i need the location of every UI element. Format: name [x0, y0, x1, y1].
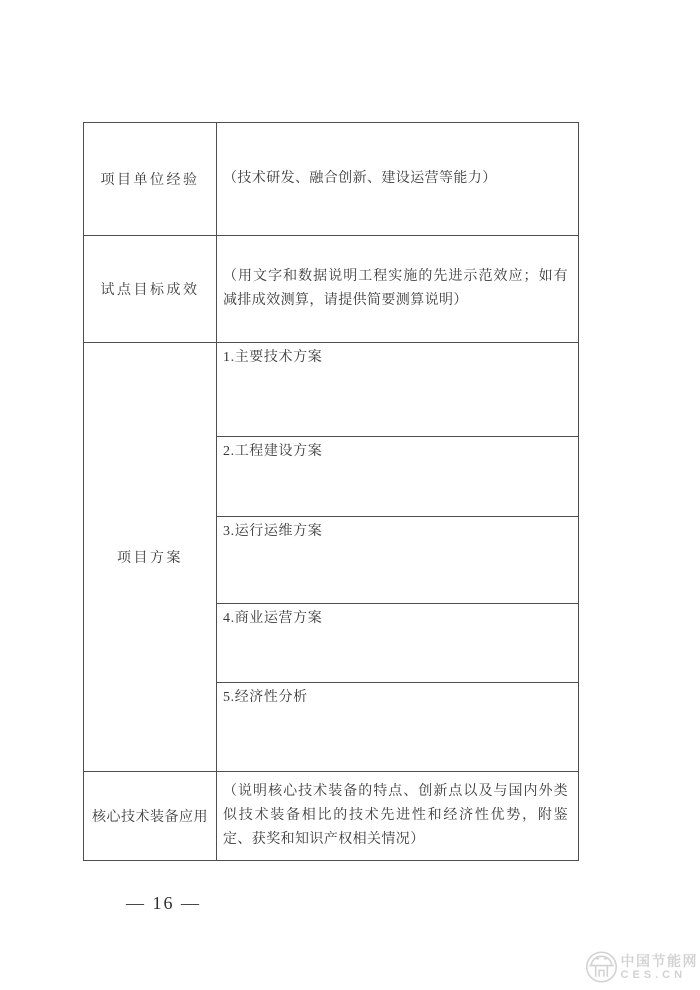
watermark-text — [621, 954, 699, 981]
plan-item-business-operation: 4.商业运营方案 — [217, 604, 579, 683]
table-row — [84, 123, 579, 236]
watermark — [585, 950, 699, 984]
watermark-site-domain: CES.CN — [620, 968, 687, 981]
page-number: — 16 — — [126, 893, 201, 913]
plan-item-operation-maintenance: 3.运行运维方案 — [217, 517, 579, 604]
content-project-experience: （技术研发、融合创新、建设运营等能力） — [217, 123, 579, 236]
label-core-equipment: 核心技术装备应用 — [84, 772, 217, 861]
content-pilot-target: （用文字和数据说明工程实施的先进示范效应；如有减排成效测算，请提供简要测算说明） — [217, 236, 579, 343]
table-row — [84, 343, 579, 437]
plan-item-main-technology: 1.主要技术方案 — [217, 343, 579, 437]
label-project-plan: 项目方案 — [84, 343, 217, 772]
table-row — [84, 236, 579, 343]
table-row — [84, 772, 579, 861]
plan-item-economic-analysis: 5.经济性分析 — [217, 683, 579, 772]
ces-logo-icon — [585, 950, 618, 984]
label-pilot-target: 试点目标成效 — [84, 236, 217, 343]
watermark-site-name: 中国节能网 — [620, 952, 698, 969]
application-form-table — [83, 122, 579, 861]
label-project-experience: 项目单位经验 — [84, 123, 217, 236]
plan-item-engineering-construction: 2.工程建设方案 — [217, 437, 579, 517]
content-core-equipment: （说明核心技术装备的特点、创新点以及与国内外类似技术装备相比的技术先进性和经济性优势，附鉴定、获奖和知识产权相关情况） — [217, 772, 579, 861]
